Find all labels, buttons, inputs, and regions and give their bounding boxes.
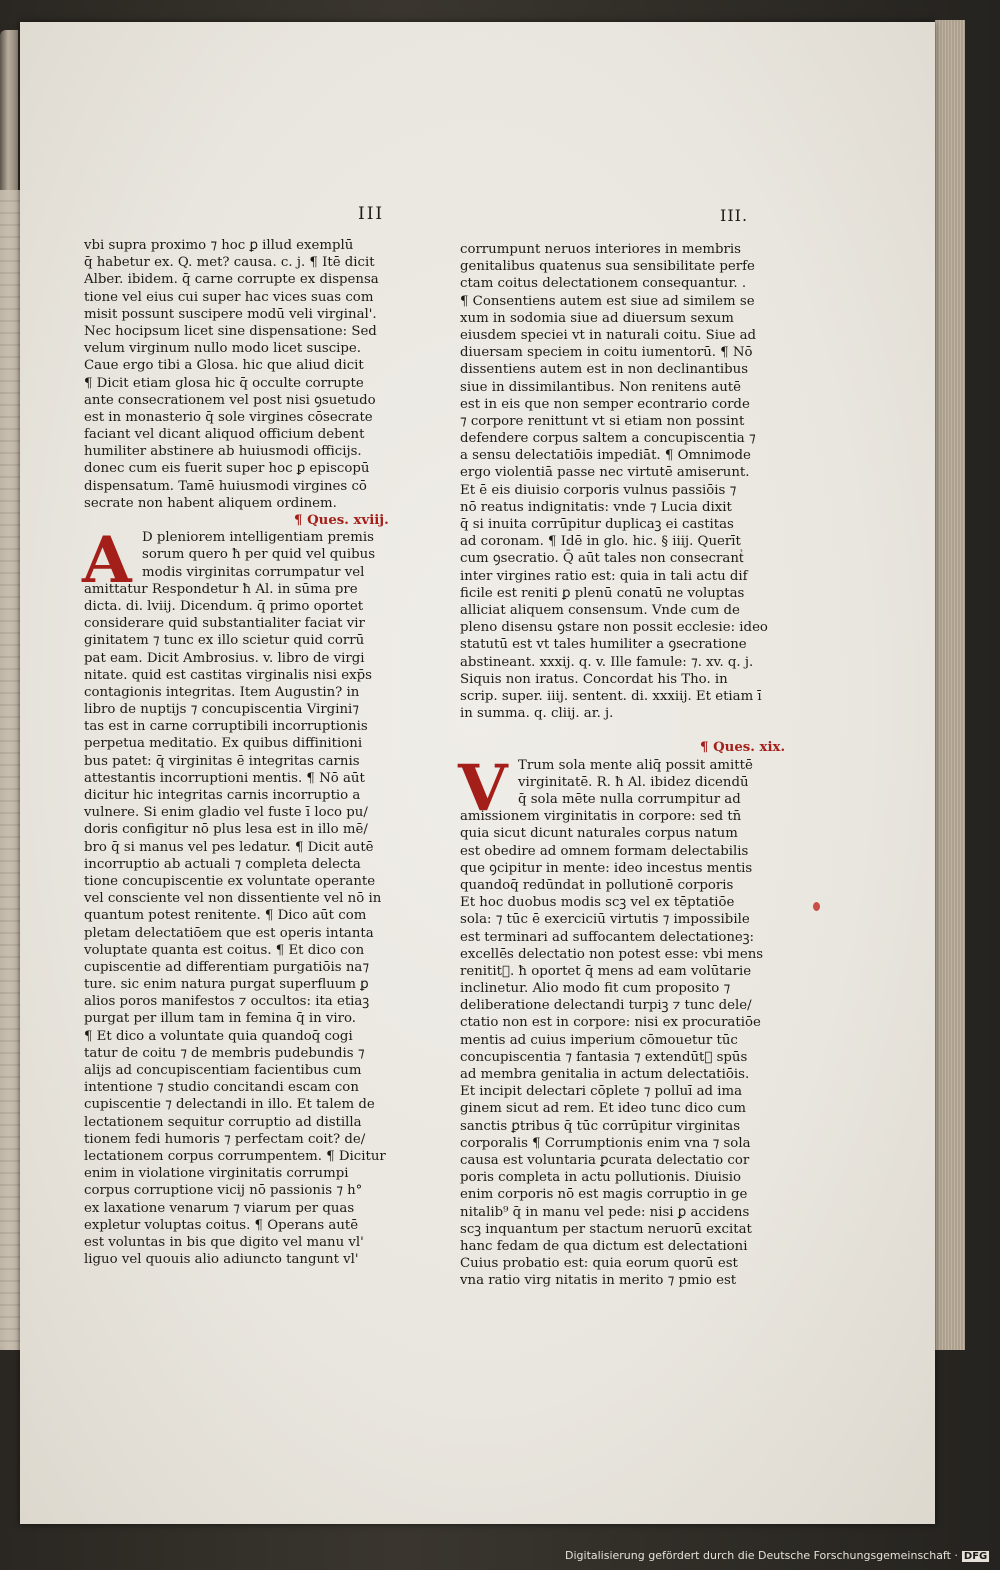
text-line: quia sicut dicunt naturales corpus natum xyxy=(460,826,738,842)
text-line: modis virginitas corrumpatur vel xyxy=(142,564,365,580)
folio-number-left: III xyxy=(358,204,385,224)
text-line: ad membra genitalia in actum delectatiōis. xyxy=(460,1067,750,1082)
left-paragraph-b-lines xyxy=(82,523,394,1268)
text-line: misit possunt suscipere modū veli virginal'. xyxy=(84,306,377,322)
text-line: inclinetur. Alio modo fit cum proposito ⁊ xyxy=(460,981,731,997)
text-line: hanc fedam de qua dictum est delectationi xyxy=(460,1238,748,1254)
text-line: ctatio non est in corpore: nisi ex procuratiōe xyxy=(460,1015,761,1031)
left-paragraph-b xyxy=(82,523,394,1268)
text-line: contagionis integritas. Item Augustin? in xyxy=(84,684,360,700)
text-line: lectationem corpus corrumpentem. ¶ Dicitur xyxy=(84,1148,386,1164)
text-line: defendere corpus saltem a concupiscentia ⁊ xyxy=(460,431,756,447)
text-line: alijs ad concupiscentiam facientibus cum xyxy=(84,1063,362,1078)
text-line: a sensu delectatiōis impediāt. ¶ Omnimode xyxy=(460,448,751,464)
text-line: ex laxatione venarum ⁊ viarum per quas xyxy=(84,1200,355,1216)
folio-number-right: III. xyxy=(720,206,749,225)
text-line: faciant vel dicant aliquod officium debent xyxy=(84,427,365,443)
text-line: que ꝯcipitur in mente: ideo incestus mentis xyxy=(460,860,753,876)
text-line: in summa. q. cliij. ar. j. xyxy=(460,706,614,722)
text-line: eiusdem speciei vt in naturali coitu. Siue ad xyxy=(460,327,757,343)
text-line: amittatur Respondetur ħ Al. in sūma pre xyxy=(84,581,358,597)
text-line: vbi supra proximo ⁊ hoc ꝑ illud exemplū xyxy=(84,238,354,253)
text-line: dicta. di. lviij. Dicendum. q̄ primo oportet xyxy=(84,598,364,614)
text-line: ctam coitus delectationem consequantur. . xyxy=(460,276,747,292)
left-paragraph-a xyxy=(84,237,394,512)
text-line: virginitatē. R. ħ Al. ibidez dicendū xyxy=(518,774,749,790)
text-line: vna ratio virg nitatis in merito ⁊ pmio est xyxy=(460,1273,737,1289)
text-line: dispensatum. Tamē huiusmodi virgines cō xyxy=(84,478,367,494)
text-line: vel consciente vel non dissentiente vel nō in xyxy=(84,891,382,907)
page-block-edges xyxy=(935,20,965,1350)
text-line: vulnere. Si enim gladio vel fuste ī loco pu/ xyxy=(84,805,368,821)
text-line: Et ē eis diuisio corporis vulnus passiōis ⁊ xyxy=(460,482,737,498)
text-line: Et incipit delectari cōplete ⁊ polluī ad ima xyxy=(460,1084,743,1100)
dfg-logo: DFG xyxy=(963,1551,988,1562)
text-line: nitate. quid est castitas virginalis nisi exp̄s xyxy=(84,667,372,683)
text-line: ¶ Consentiens autem est siue ad similem se xyxy=(460,293,755,309)
text-line: est terminari ad suffocantem delectationeꝫ: xyxy=(460,929,755,945)
red-ink-spot xyxy=(813,902,820,911)
decorated-initial-v: V xyxy=(458,750,508,826)
text-line: abstineant. xxxij. q. v. Ille famule: ⁊. xv. q. j. xyxy=(460,654,754,670)
text-line: lectationem sequitur corruptio ad distilla xyxy=(84,1114,362,1130)
text-line: intentione ⁊ studio concitandi escam con xyxy=(84,1080,359,1096)
text-line: voluptate quanta est coitus. ¶ Et dico con xyxy=(84,942,365,958)
text-line: ergo violentiā passe nec virtutē amiserunt. xyxy=(460,465,750,481)
text-line: concupiscentia ⁊ fantasia ⁊ extendūtᷣ spūs xyxy=(460,1049,748,1065)
text-line: secrate non habent aliquem ordinem. xyxy=(84,495,337,511)
text-line: bro q̄ si manus vel pes ledatur. ¶ Dicit autē xyxy=(84,839,374,855)
right-paragraph-a xyxy=(460,241,768,722)
text-line: considerare quid substantialiter faciat vir xyxy=(84,616,365,632)
text-line: tione vel eius cui super hac vices suas com xyxy=(84,289,374,305)
text-line: ⁊ corpore renittunt vt si etiam non possint xyxy=(460,413,745,429)
text-line: Nec hocipsum licet sine dispensatione: Sed xyxy=(84,323,377,339)
text-line: deliberatione delectandi turpiꝫ ⁊ tunc dele/ xyxy=(460,998,752,1014)
text-line: corrumpunt neruos interiores in membris xyxy=(460,242,741,257)
text-line: ture. sic enim natura purgat superfluum ꝑ xyxy=(84,977,369,993)
text-line: liguo vel quouis alio adiuncto tangunt vl' xyxy=(84,1252,359,1268)
text-line: sorum quero ħ per quid vel quibus xyxy=(142,547,376,563)
text-line: tionem fedi humoris ⁊ perfectam coit? de/ xyxy=(84,1131,366,1147)
credit-text: Digitalisierung gefördert durch die Deutsche Forschungsgemeinschaft · xyxy=(565,1549,958,1562)
text-line: amissionem virginitatis in corpore: sed tn̄ xyxy=(460,809,742,825)
text-line: statutū est vt tales humiliter a ꝯsecratione xyxy=(460,637,747,653)
spacer xyxy=(460,722,760,739)
text-line: ¶ Et dico a voluntate quia quandoq̄ cogi xyxy=(84,1028,353,1044)
text-line: quandoq̄ redūndat in pollutionē corporis xyxy=(460,877,734,893)
text-line: velum virginum nullo modo licet suscipe. xyxy=(84,341,362,357)
text-line: ginem sicut ad rem. Et ideo tunc dico cum xyxy=(460,1101,746,1117)
text-line: siue in dissimilantibus. Non renitens autē xyxy=(460,379,742,395)
text-line: renititᷣ. ħ oportet q̄ mens ad eam volūtarie xyxy=(460,963,752,979)
text-line: expletur voluptas coitus. ¶ Operans autē xyxy=(84,1217,359,1233)
text-line: ginitatem ⁊ tunc ex illo scietur quid corrū xyxy=(84,633,365,649)
text-line: enim in violatione virginitatis corrumpi xyxy=(84,1166,349,1182)
text-line: dissentiens autem est in non declinantibus xyxy=(460,362,749,378)
text-line: humiliter abstinere ab huiusmodi officijs. xyxy=(84,444,362,460)
question-heading-19: ¶ Ques. xix. xyxy=(700,740,786,756)
text-line: tas est in carne corruptibili incorruptionis xyxy=(84,719,368,735)
text-line: nitalib⁹ q̄ in manu vel pede: nisi ꝑ accidens xyxy=(460,1204,750,1220)
text-line: incorruptio ab actuali ⁊ completa delecta xyxy=(84,856,361,872)
text-line: alios poros manifestos ⁊ occultos: ita etiaꝫ xyxy=(84,994,370,1010)
text-line: est obedire ad omnem formam delectabilis xyxy=(460,843,749,859)
text-line: cupiscentie ad differentiam purgatiōis na⁊ xyxy=(84,959,369,975)
text-line: tatur de coitu ⁊ de membris pudebundis ⁊ xyxy=(84,1045,365,1061)
text-line: ad coronam. ¶ Idē in glo. hic. § iiij. Querīt xyxy=(460,534,741,550)
text-line: est voluntas in bis que digito vel manu vl' xyxy=(84,1234,364,1250)
text-line: bus patet: q̄ virginitas ē integritas carnis xyxy=(84,753,360,769)
text-line: pleno disensu ꝯstare non possit ecclesie: ideo xyxy=(460,620,768,636)
text-line: corpus corruptione vicij nō passionis ⁊ h° xyxy=(84,1183,363,1199)
text-line: pat eam. Dicit Ambrosius. v. libro de virgi xyxy=(84,650,365,666)
text-line: ante consecrationem vel post nisi ꝯsuetudo xyxy=(84,392,376,408)
text-line: cupiscentie ⁊ delectandi in illo. Et talem de xyxy=(84,1097,375,1113)
text-line: Siquis non iratus. Concordat his Tho. in xyxy=(460,671,728,687)
text-line: ficile est reniti ꝑ plenū conatū ne voluptas xyxy=(460,585,745,601)
text-line: enim corporis nō est magis corruptio in ge xyxy=(460,1187,748,1203)
text-line: Alber. ibidem. q̄ carne corrupte ex dispensa xyxy=(84,272,379,288)
text-line: sanctis ꝑtribus q̄ tūc corrūpitur virginitas xyxy=(460,1118,741,1134)
text-line: poris completa in actu pollutionis. Diuisio xyxy=(460,1170,742,1186)
text-line: inter virgines ratio est: quia in tali actu dif xyxy=(460,568,748,584)
question-heading-18: ¶ Ques. xviij. xyxy=(294,513,389,528)
text-line: genitalibus quatenus sua sensibilitate perfe xyxy=(460,259,755,275)
text-line: D pleniorem intelligentiam premis xyxy=(142,530,374,546)
right-text-column xyxy=(458,241,786,1289)
right-paragraph-b xyxy=(458,750,764,1290)
text-line: Trum sola mente aliq̄ possit amittē xyxy=(518,757,753,773)
text-line: alliciat aliquem consensum. Vnde cum de xyxy=(460,602,740,618)
digitization-credit xyxy=(565,1549,989,1562)
text-line: Caue ergo tibi a Glosa. hic que aliud dicit xyxy=(84,358,364,374)
text-line: pletam delectatiōem que est operis intanta xyxy=(84,925,374,941)
text-line: sola: ⁊ tūc ē exerciciū virtutis ⁊ impossibile xyxy=(460,912,750,928)
text-line: xum in sodomia siue ad diuersum sexum xyxy=(460,310,734,326)
text-line: mentis ad cuius imperium cōmouetur tūc xyxy=(460,1032,738,1048)
text-line: nō reatus indignitatis: vnde ⁊ Lucia dixit xyxy=(460,499,732,515)
decorated-initial-a: A xyxy=(82,523,132,599)
text-line: cum ꝯsecratio. Q̄ aūt tales non consecrantᷣ xyxy=(460,551,744,567)
text-line: donec cum eis fuerit super hoc ꝑ episcopū xyxy=(84,461,370,477)
text-line: excellēs delectatio non potest esse: vbi mens xyxy=(460,946,764,962)
text-line: corporalis ¶ Corrumptionis enim vna ⁊ sola xyxy=(460,1135,751,1151)
text-line: Et hoc duobus modis scꝫ vel ex tēptatiōe xyxy=(460,895,735,911)
text-line: libro de nuptijs ⁊ concupiscentia Virgini⁊ xyxy=(84,702,359,718)
text-line: causa est voluntaria ꝑcurata delectatio cor xyxy=(460,1152,750,1168)
text-line: est in monasterio q̄ sole virgines cōsecrate xyxy=(84,409,373,425)
text-line: diuersam speciem in coitu iumentorū. ¶ Nō xyxy=(460,345,753,361)
text-line: attestantis incorruptioni mentis. ¶ Nō aūt xyxy=(84,770,365,786)
text-line: purgat per illum tam in femina q̄ in viro. xyxy=(84,1011,356,1027)
text-line: Cuius probatio est: quia eorum quorū est xyxy=(460,1256,738,1272)
text-line: tione concupiscentie ex voluntate operante xyxy=(84,873,376,889)
text-line: quantum potest renitente. ¶ Dico aūt com xyxy=(84,908,367,924)
text-line: ¶ Dicit etiam glosa hic q̄ occulte corrupte xyxy=(84,375,364,391)
text-line: dicitur hic integritas carnis incorruptio a xyxy=(84,788,361,803)
text-line: scrip. super. iiij. sentent. di. xxxiij. Et etiam ī xyxy=(460,688,762,704)
text-line: perpetua meditatio. Ex quibus diffinitioni xyxy=(84,736,363,752)
text-line: doris configitur nō plus lesa est in illo mē/ xyxy=(84,822,368,838)
text-line: est in eis que non semper econtrario corde xyxy=(460,396,750,412)
text-line: q̄ habetur ex. Q. met? causa. c. j. ¶ Itē dicit xyxy=(84,255,375,271)
text-line: q̄ si inuita corrūpitur duplicaꝫ ei castitas xyxy=(460,517,734,532)
book-page xyxy=(20,22,935,1524)
left-text-column xyxy=(84,237,394,1268)
text-line: q̄ sola mēte nulla corrumpitur ad xyxy=(518,792,741,807)
text-line: scꝫ inquantum per stactum neruorū excitat xyxy=(460,1221,752,1237)
right-paragraph-b-lines xyxy=(458,750,764,1290)
